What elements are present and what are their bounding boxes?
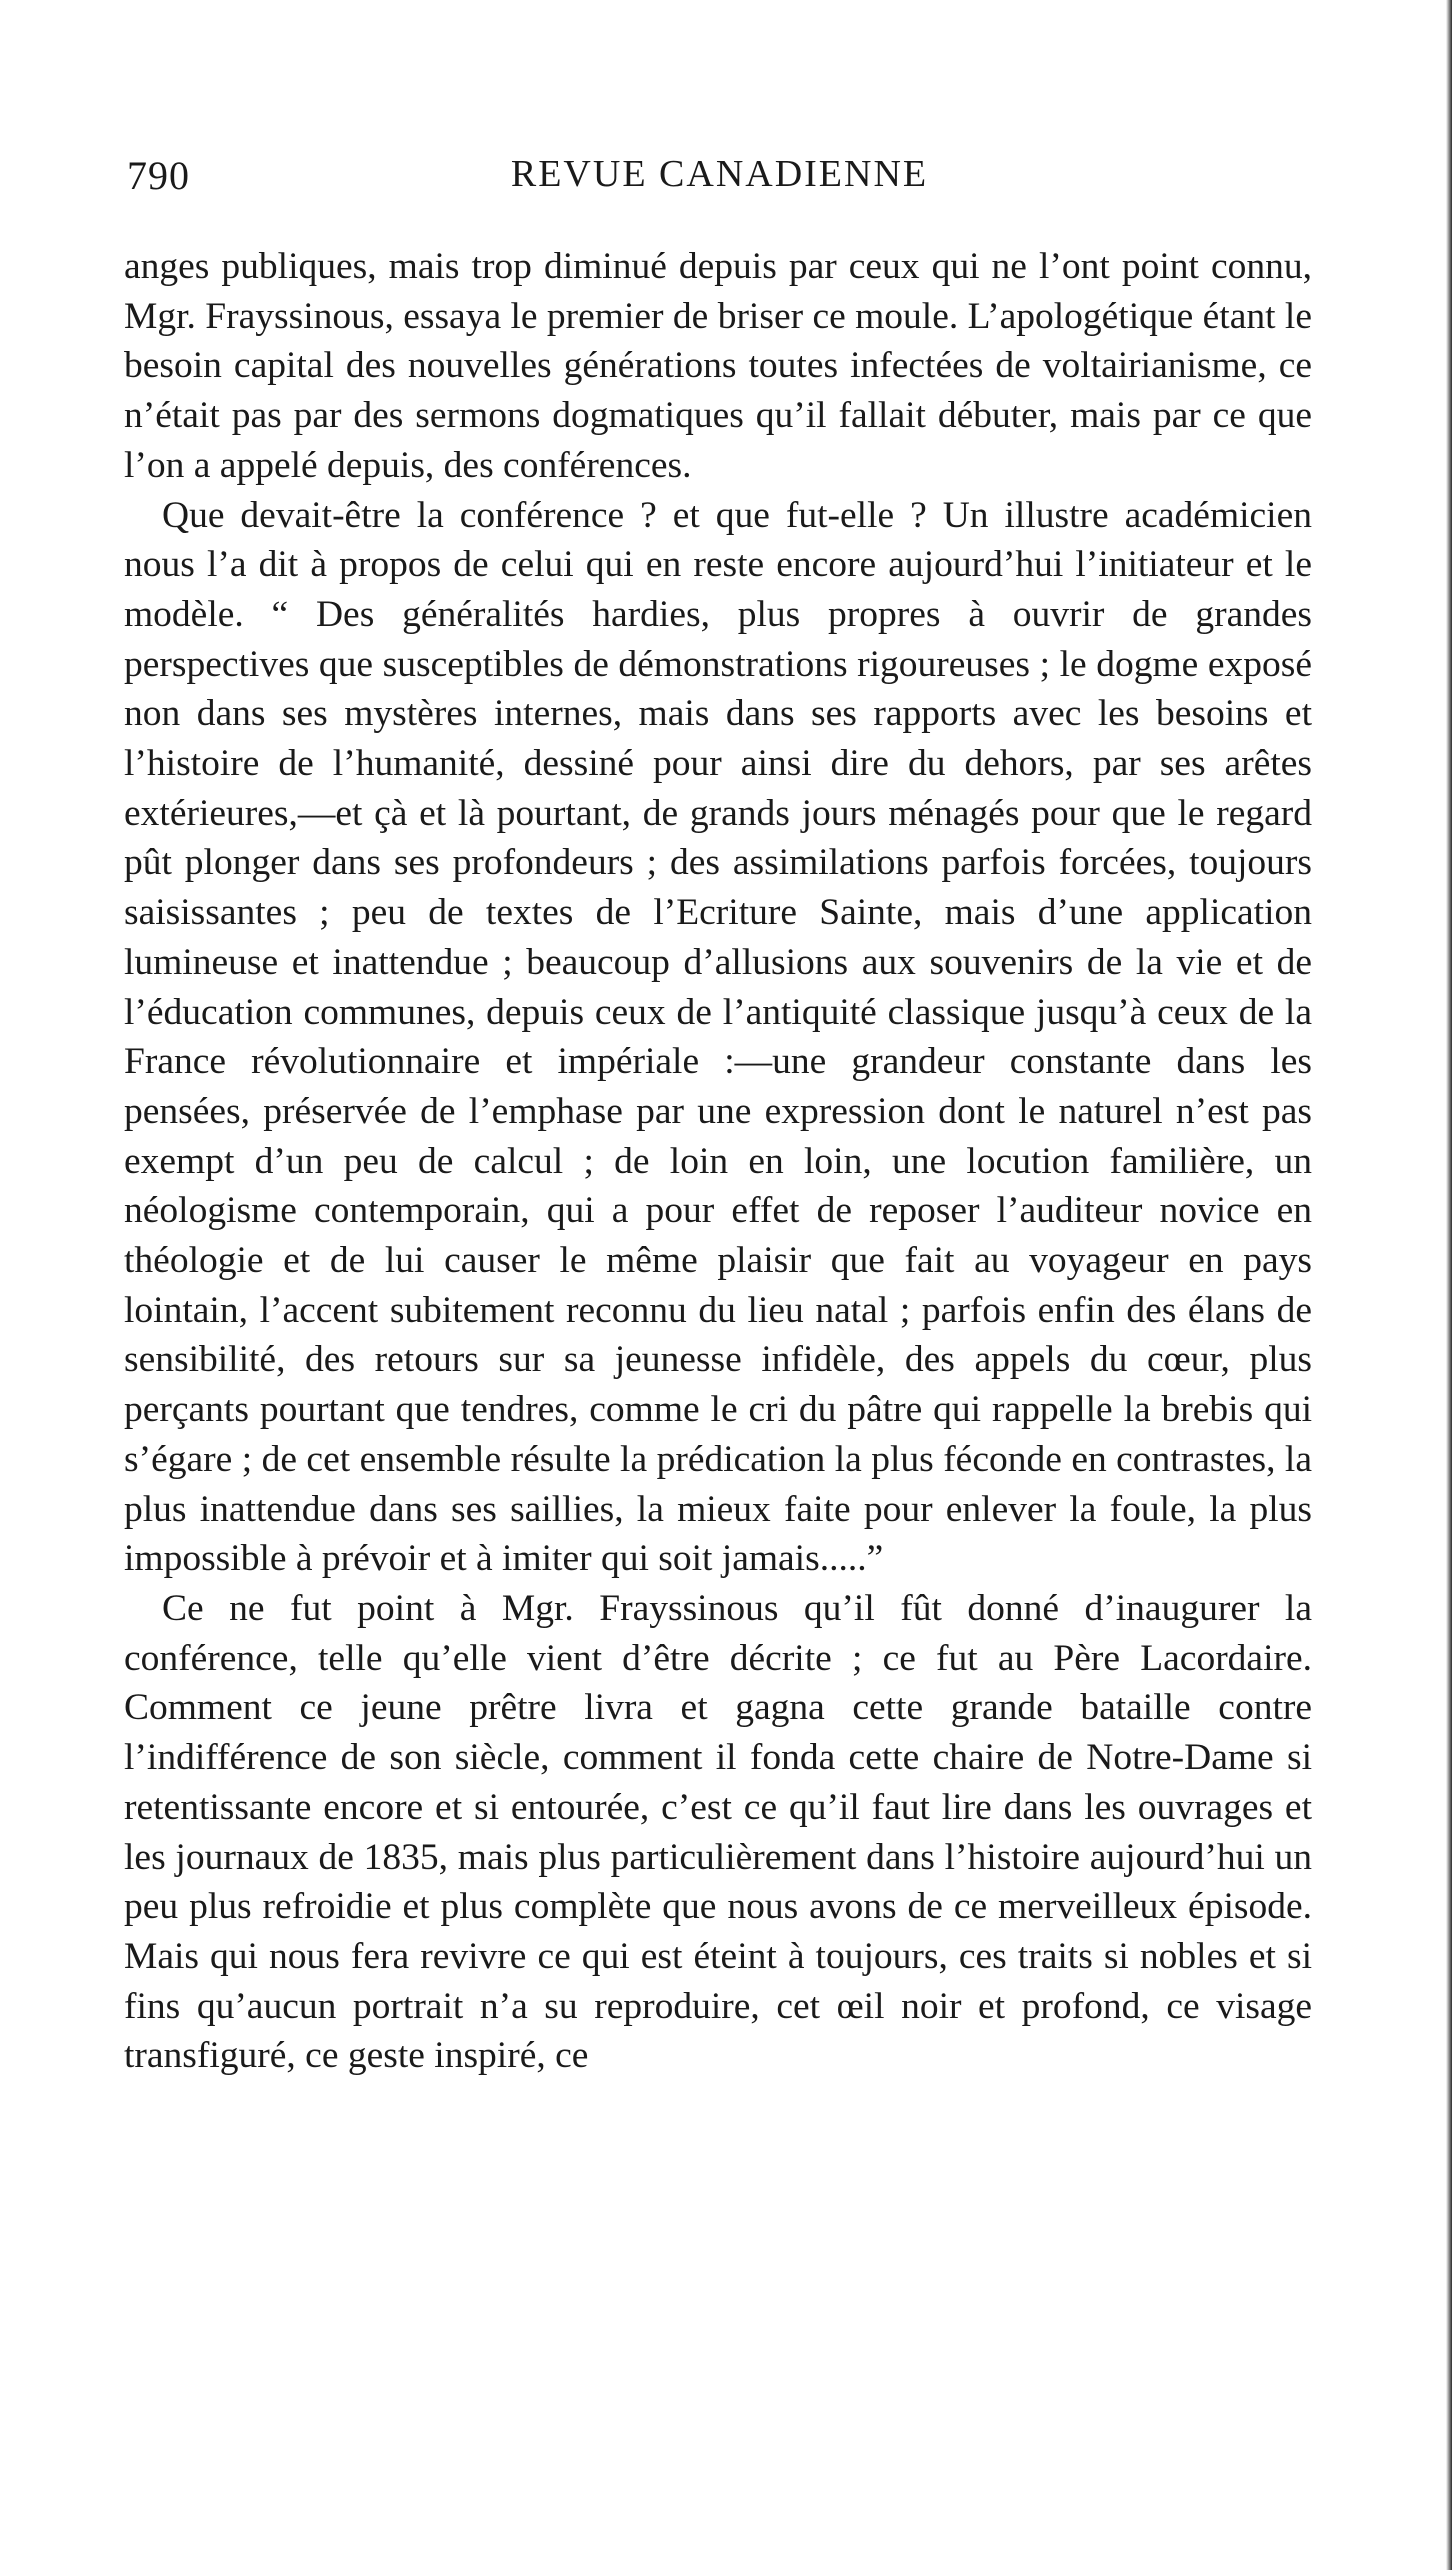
page-number: 790 — [127, 153, 190, 198]
running-title: REVUE CANADIENNE — [510, 153, 929, 195]
paragraph-lacordaire: Ce ne fut point à Mgr. Frayssinous qu’il fût donné d’inaugurer la conférence, telle qu’elle vient d’être décrite ; ce fut au Père Lacordaire. Comment ce jeune prêtre livra et gagna cette grande bataille contre l’indifférence de son siècle, comment il fonda cette chaire de Notre-Dame si retentissante encore et si entourée, c’est ce qu’il faut lire dans les ouvrages et les journaux de 1835, mais plus particulièrement dans l’histoire aujourd’hui un peu plus refroidie et plus complète que nous avons de ce merveilleux épisode. Mais qui nous fera revivre ce qui est éteint à toujours, ces traits si nobles et si fins qu’aucun portrait n’a su reproduire, cet œil noir et profond, ce visage transfiguré, ce geste inspiré, ce — [124, 1587, 1312, 2077]
page-header — [127, 152, 1312, 202]
body-text — [124, 242, 1312, 2081]
paragraph-quotation: Que devait-être la conférence ? et que fut-elle ? Un illustre académicien nous l’a dit à propos de celui qui en reste encore aujourd’hui l’initiateur et le modèle. “ Des généralités hardies, plus propres à ouvrir de grandes perspectives que susceptibles de démonstrations rigoureuses ; le dogme exposé non dans ses mystères internes, mais dans ses rapports avec les besoins et l’histoire de l’humanité, dessiné pour ainsi dire du dehors, par ses arêtes extérieures,—et çà et là pourtant, de grands jours ménagés pour que le regard pût plonger dans ses profondeurs ; des assimilations parfois forcées, toujours saisissantes ; peu de textes de l’Ecriture Sainte, mais d’une application lumineuse et inattendue ; beaucoup d’allusions aux souvenirs de la vie et de l’éducation communes, depuis ceux de l’antiquité classique jusqu’à ceux de la France révolutionnaire et impériale :—une grandeur constante dans les pensées, préservée de l’emphase par une expression dont le naturel n’est pas exempt d’un peu de calcul ; de loin en loin, une locution familière, un néologisme contemporain, qui a pour effet de reposer l’auditeur novice en théologie et de lui causer le même plaisir que fait au voyageur en pays lointain, l’accent subitement reconnu du lieu natal ; parfois enfin des élans de sensibilité, des retours sur sa jeunesse infidèle, des appels du cœur, plus perçants pourtant que tendres, comme le cri du pâtre qui rappelle la brebis qui s’égare ; de cet ensemble résulte la prédication la plus féconde en contrastes, la plus inattendue dans ses saillies, la mieux faite pour enlever la foule, la plus impossible à prévoir et à imiter qui soit jamais.....” — [124, 494, 1312, 1580]
paragraph-continuation: anges publiques, mais trop diminué depuis par ceux qui ne l’ont point connu, Mgr. Frayssinous, essaya le premier de briser ce moule. L’apologétique étant le besoin capital des nouvelles générations toutes infectées de voltairianisme, ce n’était pas par des sermons dogmatiques qu’il fallait débuter, mais par ce que l’on a appelé depuis, des conférences. — [124, 246, 1312, 486]
page-edge-shadow — [1446, 0, 1452, 2570]
